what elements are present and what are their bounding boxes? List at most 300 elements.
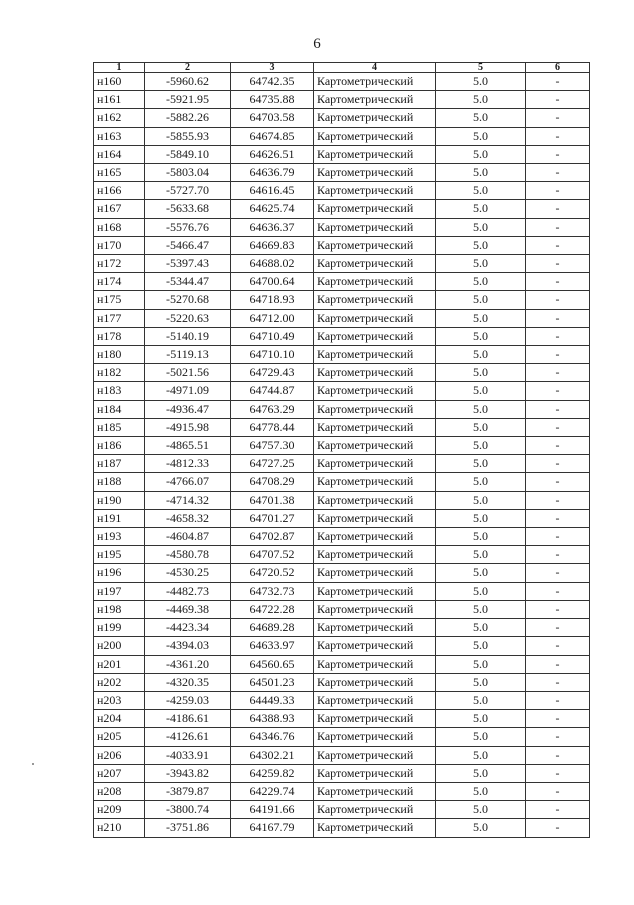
table-row (94, 782, 590, 800)
x-coordinate-cell: -5727.70 (145, 182, 231, 200)
accuracy-cell: 5.0 (436, 655, 526, 673)
point-id-cell: н185 (94, 418, 145, 436)
table-row (94, 127, 590, 145)
table-row (94, 364, 590, 382)
method-cell: Картометрический (314, 582, 436, 600)
method-cell: Картометрический (314, 236, 436, 254)
x-coordinate-cell: -5119.13 (145, 346, 231, 364)
accuracy-cell: 5.0 (436, 364, 526, 382)
extra-cell: - (526, 455, 590, 473)
x-coordinate-cell: -5803.04 (145, 164, 231, 182)
method-cell: Картометрический (314, 491, 436, 509)
extra-cell: - (526, 73, 590, 91)
x-coordinate-cell: -4714.32 (145, 491, 231, 509)
accuracy-cell: 5.0 (436, 491, 526, 509)
x-coordinate-cell: -4604.87 (145, 528, 231, 546)
x-coordinate-cell: -4361.20 (145, 655, 231, 673)
extra-cell: - (526, 655, 590, 673)
y-coordinate-cell: 64689.28 (231, 619, 314, 637)
point-id-cell: н202 (94, 673, 145, 691)
x-coordinate-cell: -5960.62 (145, 73, 231, 91)
point-id-cell: н163 (94, 127, 145, 145)
accuracy-cell: 5.0 (436, 255, 526, 273)
accuracy-cell: 5.0 (436, 619, 526, 637)
point-id-cell: н203 (94, 691, 145, 709)
point-id-cell: н205 (94, 728, 145, 746)
table-row (94, 564, 590, 582)
y-coordinate-cell: 64560.65 (231, 655, 314, 673)
extra-cell: - (526, 746, 590, 764)
y-coordinate-cell: 64633.97 (231, 637, 314, 655)
method-cell: Картометрический (314, 73, 436, 91)
column-header-6: 6 (526, 63, 590, 73)
extra-cell: - (526, 327, 590, 345)
method-cell: Картометрический (314, 764, 436, 782)
point-id-cell: н196 (94, 564, 145, 582)
accuracy-cell: 5.0 (436, 145, 526, 163)
method-cell: Картометрический (314, 473, 436, 491)
x-coordinate-cell: -3800.74 (145, 801, 231, 819)
x-coordinate-cell: -4971.09 (145, 382, 231, 400)
extra-cell: - (526, 164, 590, 182)
table-row (94, 582, 590, 600)
point-id-cell: н186 (94, 437, 145, 455)
x-coordinate-cell: -4580.78 (145, 546, 231, 564)
point-id-cell: н204 (94, 710, 145, 728)
y-coordinate-cell: 64712.00 (231, 309, 314, 327)
extra-cell: - (526, 600, 590, 618)
y-coordinate-cell: 64167.79 (231, 819, 314, 837)
accuracy-cell: 5.0 (436, 218, 526, 236)
x-coordinate-cell: -5021.56 (145, 364, 231, 382)
accuracy-cell: 5.0 (436, 382, 526, 400)
table-row (94, 691, 590, 709)
point-id-cell: н167 (94, 200, 145, 218)
x-coordinate-cell: -4936.47 (145, 400, 231, 418)
point-id-cell: н180 (94, 346, 145, 364)
x-coordinate-cell: -4033.91 (145, 746, 231, 764)
table-row (94, 437, 590, 455)
point-id-cell: н198 (94, 600, 145, 618)
y-coordinate-cell: 64729.43 (231, 364, 314, 382)
method-cell: Картометрический (314, 746, 436, 764)
y-coordinate-cell: 64191.66 (231, 801, 314, 819)
y-coordinate-cell: 64702.87 (231, 528, 314, 546)
point-id-cell: н210 (94, 819, 145, 837)
accuracy-cell: 5.0 (436, 564, 526, 582)
table-row (94, 600, 590, 618)
point-id-cell: н187 (94, 455, 145, 473)
point-id-cell: н195 (94, 546, 145, 564)
y-coordinate-cell: 64701.38 (231, 491, 314, 509)
table-row (94, 746, 590, 764)
extra-cell: - (526, 200, 590, 218)
point-id-cell: н175 (94, 291, 145, 309)
accuracy-cell: 5.0 (436, 600, 526, 618)
x-coordinate-cell: -5397.43 (145, 255, 231, 273)
table-row (94, 764, 590, 782)
method-cell: Картометрический (314, 164, 436, 182)
method-cell: Картометрический (314, 710, 436, 728)
point-id-cell: н201 (94, 655, 145, 673)
page-number: 6 (313, 36, 321, 52)
accuracy-cell: 5.0 (436, 164, 526, 182)
method-cell: Картометрический (314, 273, 436, 291)
point-id-cell: н188 (94, 473, 145, 491)
method-cell: Картометрический (314, 637, 436, 655)
column-header-2: 2 (145, 63, 231, 73)
point-id-cell: н164 (94, 145, 145, 163)
y-coordinate-cell: 64708.29 (231, 473, 314, 491)
column-header-3: 3 (231, 63, 314, 73)
point-id-cell: н207 (94, 764, 145, 782)
extra-cell: - (526, 236, 590, 254)
table-row (94, 655, 590, 673)
method-cell: Картометрический (314, 619, 436, 637)
accuracy-cell: 5.0 (436, 673, 526, 691)
accuracy-cell: 5.0 (436, 291, 526, 309)
extra-cell: - (526, 109, 590, 127)
y-coordinate-cell: 64744.87 (231, 382, 314, 400)
point-id-cell: н166 (94, 182, 145, 200)
x-coordinate-cell: -4530.25 (145, 564, 231, 582)
method-cell: Картометрический (314, 91, 436, 109)
y-coordinate-cell: 64636.37 (231, 218, 314, 236)
y-coordinate-cell: 64625.74 (231, 200, 314, 218)
coordinates-table (93, 62, 590, 838)
x-coordinate-cell: -5576.76 (145, 218, 231, 236)
extra-cell: - (526, 819, 590, 837)
y-coordinate-cell: 64616.45 (231, 182, 314, 200)
y-coordinate-cell: 64674.85 (231, 127, 314, 145)
x-coordinate-cell: -4766.07 (145, 473, 231, 491)
x-coordinate-cell: -4423.34 (145, 619, 231, 637)
accuracy-cell: 5.0 (436, 309, 526, 327)
extra-cell: - (526, 782, 590, 800)
extra-cell: - (526, 145, 590, 163)
accuracy-cell: 5.0 (436, 546, 526, 564)
accuracy-cell: 5.0 (436, 437, 526, 455)
table-row (94, 546, 590, 564)
extra-cell: - (526, 528, 590, 546)
table-row (94, 73, 590, 91)
table-row (94, 291, 590, 309)
extra-cell: - (526, 273, 590, 291)
table-row (94, 418, 590, 436)
x-coordinate-cell: -4259.03 (145, 691, 231, 709)
point-id-cell: н168 (94, 218, 145, 236)
method-cell: Картометрический (314, 309, 436, 327)
method-cell: Картометрический (314, 509, 436, 527)
accuracy-cell: 5.0 (436, 637, 526, 655)
table-row (94, 255, 590, 273)
table-row (94, 346, 590, 364)
x-coordinate-cell: -5344.47 (145, 273, 231, 291)
extra-cell: - (526, 564, 590, 582)
table-header (94, 63, 590, 73)
extra-cell: - (526, 619, 590, 637)
method-cell: Картометрический (314, 127, 436, 145)
y-coordinate-cell: 64718.93 (231, 291, 314, 309)
extra-cell: - (526, 127, 590, 145)
table-row (94, 473, 590, 491)
table-row (94, 182, 590, 200)
accuracy-cell: 5.0 (436, 819, 526, 837)
table-row (94, 455, 590, 473)
x-coordinate-cell: -4320.35 (145, 673, 231, 691)
method-cell: Картометрический (314, 546, 436, 564)
x-coordinate-cell: -4126.61 (145, 728, 231, 746)
accuracy-cell: 5.0 (436, 73, 526, 91)
extra-cell: - (526, 91, 590, 109)
extra-cell: - (526, 582, 590, 600)
extra-cell: - (526, 291, 590, 309)
table-row (94, 491, 590, 509)
point-id-cell: н172 (94, 255, 145, 273)
x-coordinate-cell: -5855.93 (145, 127, 231, 145)
x-coordinate-cell: -3879.87 (145, 782, 231, 800)
extra-cell: - (526, 418, 590, 436)
extra-cell: - (526, 346, 590, 364)
extra-cell: - (526, 182, 590, 200)
point-id-cell: н165 (94, 164, 145, 182)
y-coordinate-cell: 64636.79 (231, 164, 314, 182)
y-coordinate-cell: 64388.93 (231, 710, 314, 728)
method-cell: Картометрический (314, 728, 436, 746)
accuracy-cell: 5.0 (436, 782, 526, 800)
y-coordinate-cell: 64701.27 (231, 509, 314, 527)
x-coordinate-cell: -4915.98 (145, 418, 231, 436)
column-header-4: 4 (314, 63, 436, 73)
point-id-cell: н193 (94, 528, 145, 546)
method-cell: Картометрический (314, 673, 436, 691)
y-coordinate-cell: 64700.64 (231, 273, 314, 291)
point-id-cell: н206 (94, 746, 145, 764)
method-cell: Картометрический (314, 400, 436, 418)
table-row (94, 400, 590, 418)
accuracy-cell: 5.0 (436, 710, 526, 728)
accuracy-cell: 5.0 (436, 109, 526, 127)
table-row (94, 801, 590, 819)
point-id-cell: н177 (94, 309, 145, 327)
method-cell: Картометрический (314, 655, 436, 673)
table-row (94, 728, 590, 746)
table-row (94, 819, 590, 837)
x-coordinate-cell: -3943.82 (145, 764, 231, 782)
point-id-cell: н199 (94, 619, 145, 637)
y-coordinate-cell: 64757.30 (231, 437, 314, 455)
method-cell: Картометрический (314, 600, 436, 618)
y-coordinate-cell: 64727.25 (231, 455, 314, 473)
y-coordinate-cell: 64669.83 (231, 236, 314, 254)
point-id-cell: н182 (94, 364, 145, 382)
x-coordinate-cell: -4865.51 (145, 437, 231, 455)
extra-cell: - (526, 801, 590, 819)
y-coordinate-cell: 64501.23 (231, 673, 314, 691)
y-coordinate-cell: 64742.35 (231, 73, 314, 91)
method-cell: Картометрический (314, 528, 436, 546)
y-coordinate-cell: 64259.82 (231, 764, 314, 782)
method-cell: Картометрический (314, 418, 436, 436)
extra-cell: - (526, 400, 590, 418)
method-cell: Картометрический (314, 291, 436, 309)
extra-cell: - (526, 546, 590, 564)
x-coordinate-cell: -5849.10 (145, 145, 231, 163)
table-row (94, 218, 590, 236)
point-id-cell: н160 (94, 73, 145, 91)
x-coordinate-cell: -3751.86 (145, 819, 231, 837)
point-id-cell: н162 (94, 109, 145, 127)
table-row (94, 200, 590, 218)
table-row (94, 528, 590, 546)
extra-cell: - (526, 309, 590, 327)
y-coordinate-cell: 64688.02 (231, 255, 314, 273)
table-row (94, 309, 590, 327)
x-coordinate-cell: -5270.68 (145, 291, 231, 309)
point-id-cell: н170 (94, 236, 145, 254)
table-row (94, 619, 590, 637)
extra-cell: - (526, 364, 590, 382)
extra-cell: - (526, 473, 590, 491)
table-row (94, 109, 590, 127)
y-coordinate-cell: 64732.73 (231, 582, 314, 600)
column-header-1: 1 (94, 63, 145, 73)
table-row (94, 710, 590, 728)
extra-cell: - (526, 382, 590, 400)
y-coordinate-cell: 64720.52 (231, 564, 314, 582)
table-body (94, 73, 590, 838)
y-coordinate-cell: 64703.58 (231, 109, 314, 127)
accuracy-cell: 5.0 (436, 182, 526, 200)
y-coordinate-cell: 64710.10 (231, 346, 314, 364)
accuracy-cell: 5.0 (436, 346, 526, 364)
point-id-cell: н200 (94, 637, 145, 655)
y-coordinate-cell: 64626.51 (231, 145, 314, 163)
x-coordinate-cell: -4658.32 (145, 509, 231, 527)
extra-cell: - (526, 710, 590, 728)
header-row (94, 63, 590, 73)
accuracy-cell: 5.0 (436, 801, 526, 819)
scan-speck (32, 763, 34, 765)
point-id-cell: н208 (94, 782, 145, 800)
extra-cell: - (526, 509, 590, 527)
accuracy-cell: 5.0 (436, 91, 526, 109)
y-coordinate-cell: 64778.44 (231, 418, 314, 436)
table-row (94, 382, 590, 400)
table-row (94, 327, 590, 345)
accuracy-cell: 5.0 (436, 455, 526, 473)
accuracy-cell: 5.0 (436, 764, 526, 782)
accuracy-cell: 5.0 (436, 728, 526, 746)
accuracy-cell: 5.0 (436, 746, 526, 764)
method-cell: Картометрический (314, 782, 436, 800)
y-coordinate-cell: 64722.28 (231, 600, 314, 618)
extra-cell: - (526, 491, 590, 509)
point-id-cell: н197 (94, 582, 145, 600)
extra-cell: - (526, 764, 590, 782)
method-cell: Картометрический (314, 145, 436, 163)
x-coordinate-cell: -4812.33 (145, 455, 231, 473)
method-cell: Картометрический (314, 182, 436, 200)
x-coordinate-cell: -4469.38 (145, 600, 231, 618)
accuracy-cell: 5.0 (436, 691, 526, 709)
y-coordinate-cell: 64346.76 (231, 728, 314, 746)
y-coordinate-cell: 64763.29 (231, 400, 314, 418)
table-row (94, 91, 590, 109)
point-id-cell: н178 (94, 327, 145, 345)
y-coordinate-cell: 64735.88 (231, 91, 314, 109)
method-cell: Картометрический (314, 255, 436, 273)
method-cell: Картометрический (314, 801, 436, 819)
table-row (94, 637, 590, 655)
x-coordinate-cell: -5882.26 (145, 109, 231, 127)
x-coordinate-cell: -5466.47 (145, 236, 231, 254)
y-coordinate-cell: 64449.33 (231, 691, 314, 709)
table-row (94, 509, 590, 527)
extra-cell: - (526, 728, 590, 746)
x-coordinate-cell: -5140.19 (145, 327, 231, 345)
accuracy-cell: 5.0 (436, 582, 526, 600)
y-coordinate-cell: 64707.52 (231, 546, 314, 564)
method-cell: Картометрический (314, 691, 436, 709)
accuracy-cell: 5.0 (436, 528, 526, 546)
column-header-5: 5 (436, 63, 526, 73)
point-id-cell: н161 (94, 91, 145, 109)
table-row (94, 273, 590, 291)
method-cell: Картометрический (314, 382, 436, 400)
accuracy-cell: 5.0 (436, 418, 526, 436)
method-cell: Картометрический (314, 564, 436, 582)
extra-cell: - (526, 637, 590, 655)
method-cell: Картометрический (314, 327, 436, 345)
method-cell: Картометрический (314, 218, 436, 236)
y-coordinate-cell: 64710.49 (231, 327, 314, 345)
table-row (94, 673, 590, 691)
accuracy-cell: 5.0 (436, 509, 526, 527)
accuracy-cell: 5.0 (436, 200, 526, 218)
point-id-cell: н174 (94, 273, 145, 291)
extra-cell: - (526, 673, 590, 691)
method-cell: Картометрический (314, 200, 436, 218)
extra-cell: - (526, 691, 590, 709)
method-cell: Картометрический (314, 346, 436, 364)
x-coordinate-cell: -5633.68 (145, 200, 231, 218)
x-coordinate-cell: -5921.95 (145, 91, 231, 109)
point-id-cell: н183 (94, 382, 145, 400)
y-coordinate-cell: 64229.74 (231, 782, 314, 800)
accuracy-cell: 5.0 (436, 273, 526, 291)
x-coordinate-cell: -4394.03 (145, 637, 231, 655)
point-id-cell: н190 (94, 491, 145, 509)
extra-cell: - (526, 255, 590, 273)
point-id-cell: н191 (94, 509, 145, 527)
method-cell: Картометрический (314, 364, 436, 382)
method-cell: Картометрический (314, 819, 436, 837)
y-coordinate-cell: 64302.21 (231, 746, 314, 764)
table-row (94, 164, 590, 182)
extra-cell: - (526, 437, 590, 455)
table-row (94, 145, 590, 163)
method-cell: Картометрический (314, 109, 436, 127)
method-cell: Картометрический (314, 455, 436, 473)
accuracy-cell: 5.0 (436, 236, 526, 254)
extra-cell: - (526, 218, 590, 236)
point-id-cell: н209 (94, 801, 145, 819)
accuracy-cell: 5.0 (436, 327, 526, 345)
accuracy-cell: 5.0 (436, 127, 526, 145)
x-coordinate-cell: -4186.61 (145, 710, 231, 728)
point-id-cell: н184 (94, 400, 145, 418)
